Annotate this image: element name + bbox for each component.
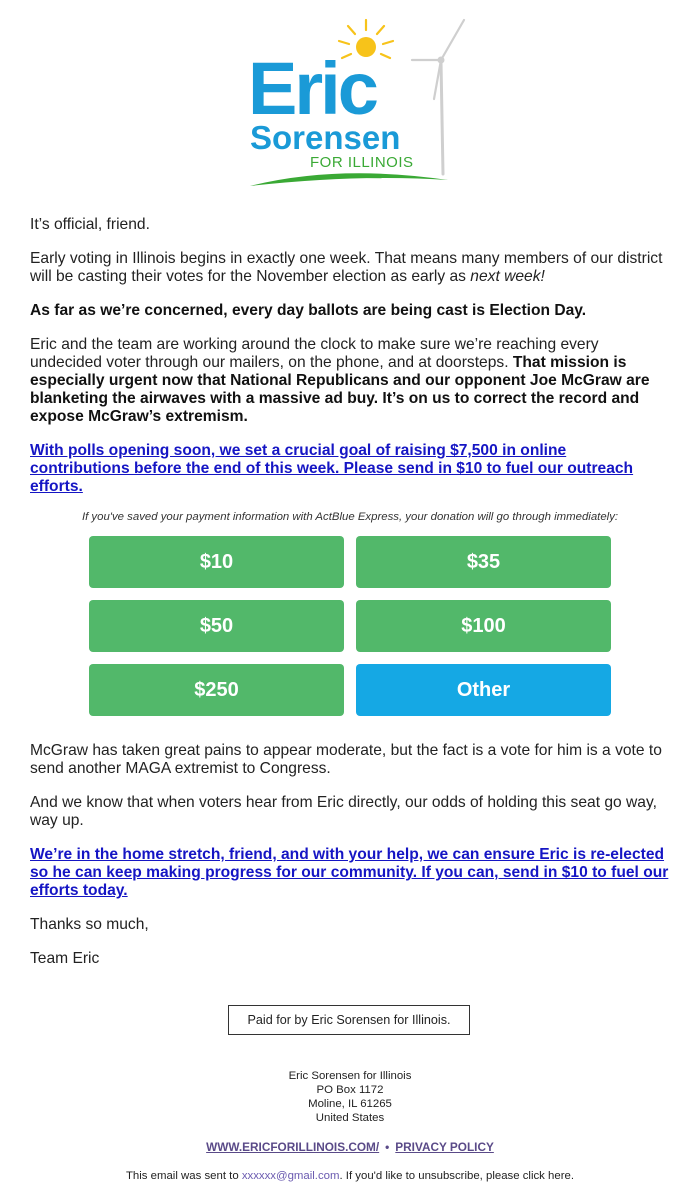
email-body-top [30, 216, 670, 512]
grass-swoosh-icon [250, 173, 448, 186]
recipient-email: xxxxxx@gmail.com [241, 1170, 340, 1182]
donate-link-stretch[interactable]: We’re in the home stretch, friend, and with your help, we can ensure Eric is re-elected so he can keep making progress for our community. If you can, send in $10 to fuel our efforts today. [30, 846, 669, 899]
privacy-policy-link[interactable]: PRIVACY POLICY [395, 1140, 494, 1154]
signoff: Team Eric [30, 950, 100, 967]
link-separator: • [385, 1140, 390, 1154]
mailing-address [200, 1069, 500, 1125]
logo-first-name: Eric [248, 47, 376, 130]
paragraph-cta-goal [30, 442, 670, 496]
greeting: It’s official, friend. [30, 216, 150, 233]
recipient-notice: This email was sent to xxxxxx@gmail.com. If you'd like to unsubscribe, please click here. [125, 1170, 575, 1182]
donate-button-other[interactable]: Other [356, 664, 611, 716]
donation-button-grid [89, 536, 611, 716]
donate-button-250[interactable]: $250 [89, 664, 344, 716]
paragraph-mission: Eric and the team are working around the clock to make sure we’re reaching every undecided voter through our mailers, on the phone, and at doorsteps. That mission is especially urgent now that National Republicans and our opponent Joe McGraw are blanketing the airwaves with a massive ad buy. It’s on us to correct the record and expose McGraw’s extremism. [30, 336, 650, 425]
logo-last-name: Sorensen [250, 119, 401, 156]
email-body-bottom [30, 742, 670, 984]
donate-button-100[interactable]: $100 [356, 600, 611, 652]
website-link[interactable]: WWW.ERICFORILLINOIS.COM/ [206, 1140, 380, 1154]
address-line: Moline, IL 61265 [308, 1098, 392, 1110]
paragraph-mcgraw: McGraw has taken great pains to appear moderate, but the fact is a vote for him is a vote to send another MAGA extremist to Congress. [30, 742, 662, 777]
campaign-logo [248, 14, 470, 192]
donate-link-goal[interactable]: With polls opening soon, we set a crucial goal of raising $7,500 in online contributions before the end of this week. Please send in $10 to fuel our outreach efforts. [30, 442, 634, 495]
wind-turbine-icon [412, 20, 464, 174]
address-line: United States [315, 1112, 385, 1124]
paragraph-election-day: As far as we’re concerned, every day ballots are being cast is Election Day. [30, 302, 587, 319]
paid-for-disclaimer: Paid for by Eric Sorensen for Illinois. [228, 1005, 470, 1035]
donate-button-35[interactable]: $35 [356, 536, 611, 588]
paragraph-odds: And we know that when voters hear from Eric directly, our odds of holding this seat go way, way up. [30, 794, 657, 829]
donate-button-10[interactable]: $10 [89, 536, 344, 588]
thanks-line: Thanks so much, [30, 916, 149, 933]
donate-button-50[interactable]: $50 [89, 600, 344, 652]
actblue-express-note: If you've saved your payment information with ActBlue Express, your donation will go through immediately: [81, 511, 619, 523]
logo-tagline: FOR ILLINOIS [310, 154, 414, 171]
address-line: Eric Sorensen for Illinois [288, 1070, 412, 1082]
unsubscribe-text[interactable]: . If you'd like to unsubscribe, please click here. [339, 1170, 575, 1182]
paragraph-cta-stretch [30, 846, 670, 900]
paragraph-early-voting: Early voting in Illinois begins in exactly one week. That means many members of our district will be casting their votes for the November election as early as next week! [30, 250, 663, 285]
footer-links [100, 1140, 600, 1154]
address-line: PO Box 1172 [316, 1084, 384, 1096]
